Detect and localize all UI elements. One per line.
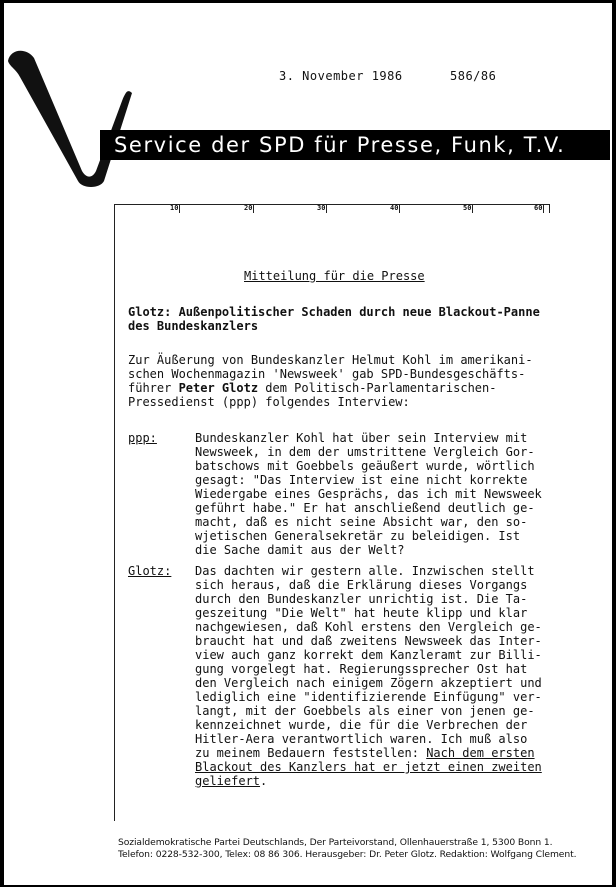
question-line: wjetischen Generalsekretär zu beleidigen. Ist bbox=[195, 529, 521, 543]
question-line: batschows mit Goebbels geäußert wurde, wörtlich bbox=[195, 459, 535, 473]
answer-line: Das dachten wir gestern alle. Inzwischen stellt bbox=[195, 564, 535, 578]
answer-line: durch den Bundeskanzler unrichtig ist. Die Ta- bbox=[195, 592, 528, 606]
answer-line: kennzeichnet wurde, die für die Verbrechen der bbox=[195, 718, 528, 732]
intro-line: schen Wochenmagazin 'Newsweek' gab SPD-Bundesgeschäfts- bbox=[128, 367, 526, 381]
question-line: macht, daß es nicht seine Absicht war, den so- bbox=[195, 515, 528, 529]
left-margin-line bbox=[114, 204, 115, 821]
answer-line bbox=[195, 774, 560, 788]
question-line: Newsweek, in dem der umstrittene Vergleich Gor- bbox=[195, 445, 535, 459]
document-number: 586/86 bbox=[450, 69, 497, 83]
spd-v-logo bbox=[4, 3, 134, 188]
headline bbox=[128, 305, 558, 333]
press-release-page bbox=[4, 3, 612, 885]
underlined-conclusion: Blackout des Kanzlers hat er jetzt einen zweiten bbox=[195, 760, 542, 774]
answer-line: Hitler-Aera verantwortlich waren. Ich muß also bbox=[195, 732, 528, 746]
interviewee-name: Peter Glotz bbox=[178, 381, 259, 395]
underlined-conclusion: geliefert bbox=[195, 774, 261, 788]
question-line: geführt habe." Er hat anschließend deutlich ge- bbox=[195, 501, 535, 515]
service-banner: Service der SPD für Presse, Funk, T.V. bbox=[100, 130, 610, 160]
ruler-tick-60: 60 bbox=[534, 204, 543, 212]
ruler-tick-10: 10 bbox=[170, 204, 179, 212]
answer-line: gung vorgelegt hat. Regierungssprecher Ost hat bbox=[195, 662, 528, 676]
document-heading: Mitteilung für die Presse bbox=[244, 269, 425, 283]
question-line: Bundeskanzler Kohl hat über sein Interview mit bbox=[195, 431, 528, 445]
intro-text: führer bbox=[128, 381, 179, 395]
answer-line: braucht hat und daß zweitens Newsweek das Inter- bbox=[195, 634, 542, 648]
answer-line: langt, mit der Goebbels als einer von jenen ge- bbox=[195, 704, 535, 718]
footer-contact: Telefon: 0228-532-300, Telex: 08 86 306. Herausgeber: Dr. Peter Glotz. Redaktion: Wolfgang Clement. bbox=[118, 849, 577, 860]
question-line: gesagt: "Das Interview ist eine nicht korrekte bbox=[195, 473, 528, 487]
footer-address: Sozialdemokratische Partei Deutschlands, Der Parteivorstand, Ollenhauerstraße 1, 5300 Bonn 1. bbox=[118, 837, 553, 848]
ruler-tick-40: 40 bbox=[390, 204, 399, 212]
question-line: Wiedergabe eines Gesprächs, das ich mit Newsweek bbox=[195, 487, 542, 501]
answer-line bbox=[195, 746, 560, 760]
intro-paragraph bbox=[128, 353, 558, 409]
answer-text-span: . bbox=[260, 774, 268, 788]
intro-text: dem Politisch-Parlamentarischen- bbox=[258, 381, 497, 395]
speaker-label-ppp: ppp: bbox=[128, 431, 157, 445]
document-date: 3. November 1986 bbox=[279, 69, 403, 83]
ruler-tick-30: 30 bbox=[317, 204, 326, 212]
answer-text bbox=[195, 564, 560, 788]
ruler-tick-20: 20 bbox=[244, 204, 253, 212]
intro-line bbox=[128, 381, 558, 395]
footer-imprint bbox=[118, 837, 608, 861]
intro-line: Zur Äußerung von Bundeskanzler Helmut Kohl im amerikani- bbox=[128, 353, 533, 367]
answer-line: sich heraus, daß die Erklärung dieses Vorgangs bbox=[195, 578, 528, 592]
answer-line: lediglich eine "identifizierende Einfügung" ver- bbox=[195, 690, 542, 704]
underlined-conclusion: Nach dem ersten bbox=[426, 746, 535, 760]
question-line: die Sache damit aus der Welt? bbox=[195, 543, 405, 557]
headline-line: des Bundeskanzlers bbox=[128, 319, 259, 333]
answer-line: den Vergleich nach einigem Zögern akzeptiert und bbox=[195, 676, 542, 690]
answer-line: geszeitung "Die Welt" hat heute klipp und klar bbox=[195, 606, 528, 620]
ruler-tick-50: 50 bbox=[463, 204, 472, 212]
headline-line: Glotz: Außenpolitischer Schaden durch neue Blackout-Panne bbox=[128, 305, 540, 319]
right-margin-mark bbox=[549, 204, 550, 213]
speaker-label-glotz: Glotz: bbox=[128, 564, 172, 578]
answer-line: nachgewiesen, daß Kohl erstens den Vergleich ge- bbox=[195, 620, 542, 634]
question-text bbox=[195, 431, 560, 557]
intro-line: Pressedienst (ppp) folgendes Interview: bbox=[128, 395, 410, 409]
answer-text-span: zu meinem Bedauern feststellen: bbox=[195, 746, 427, 760]
answer-line: view auch ganz korrekt dem Kanzleramt zur Billi- bbox=[195, 648, 542, 662]
